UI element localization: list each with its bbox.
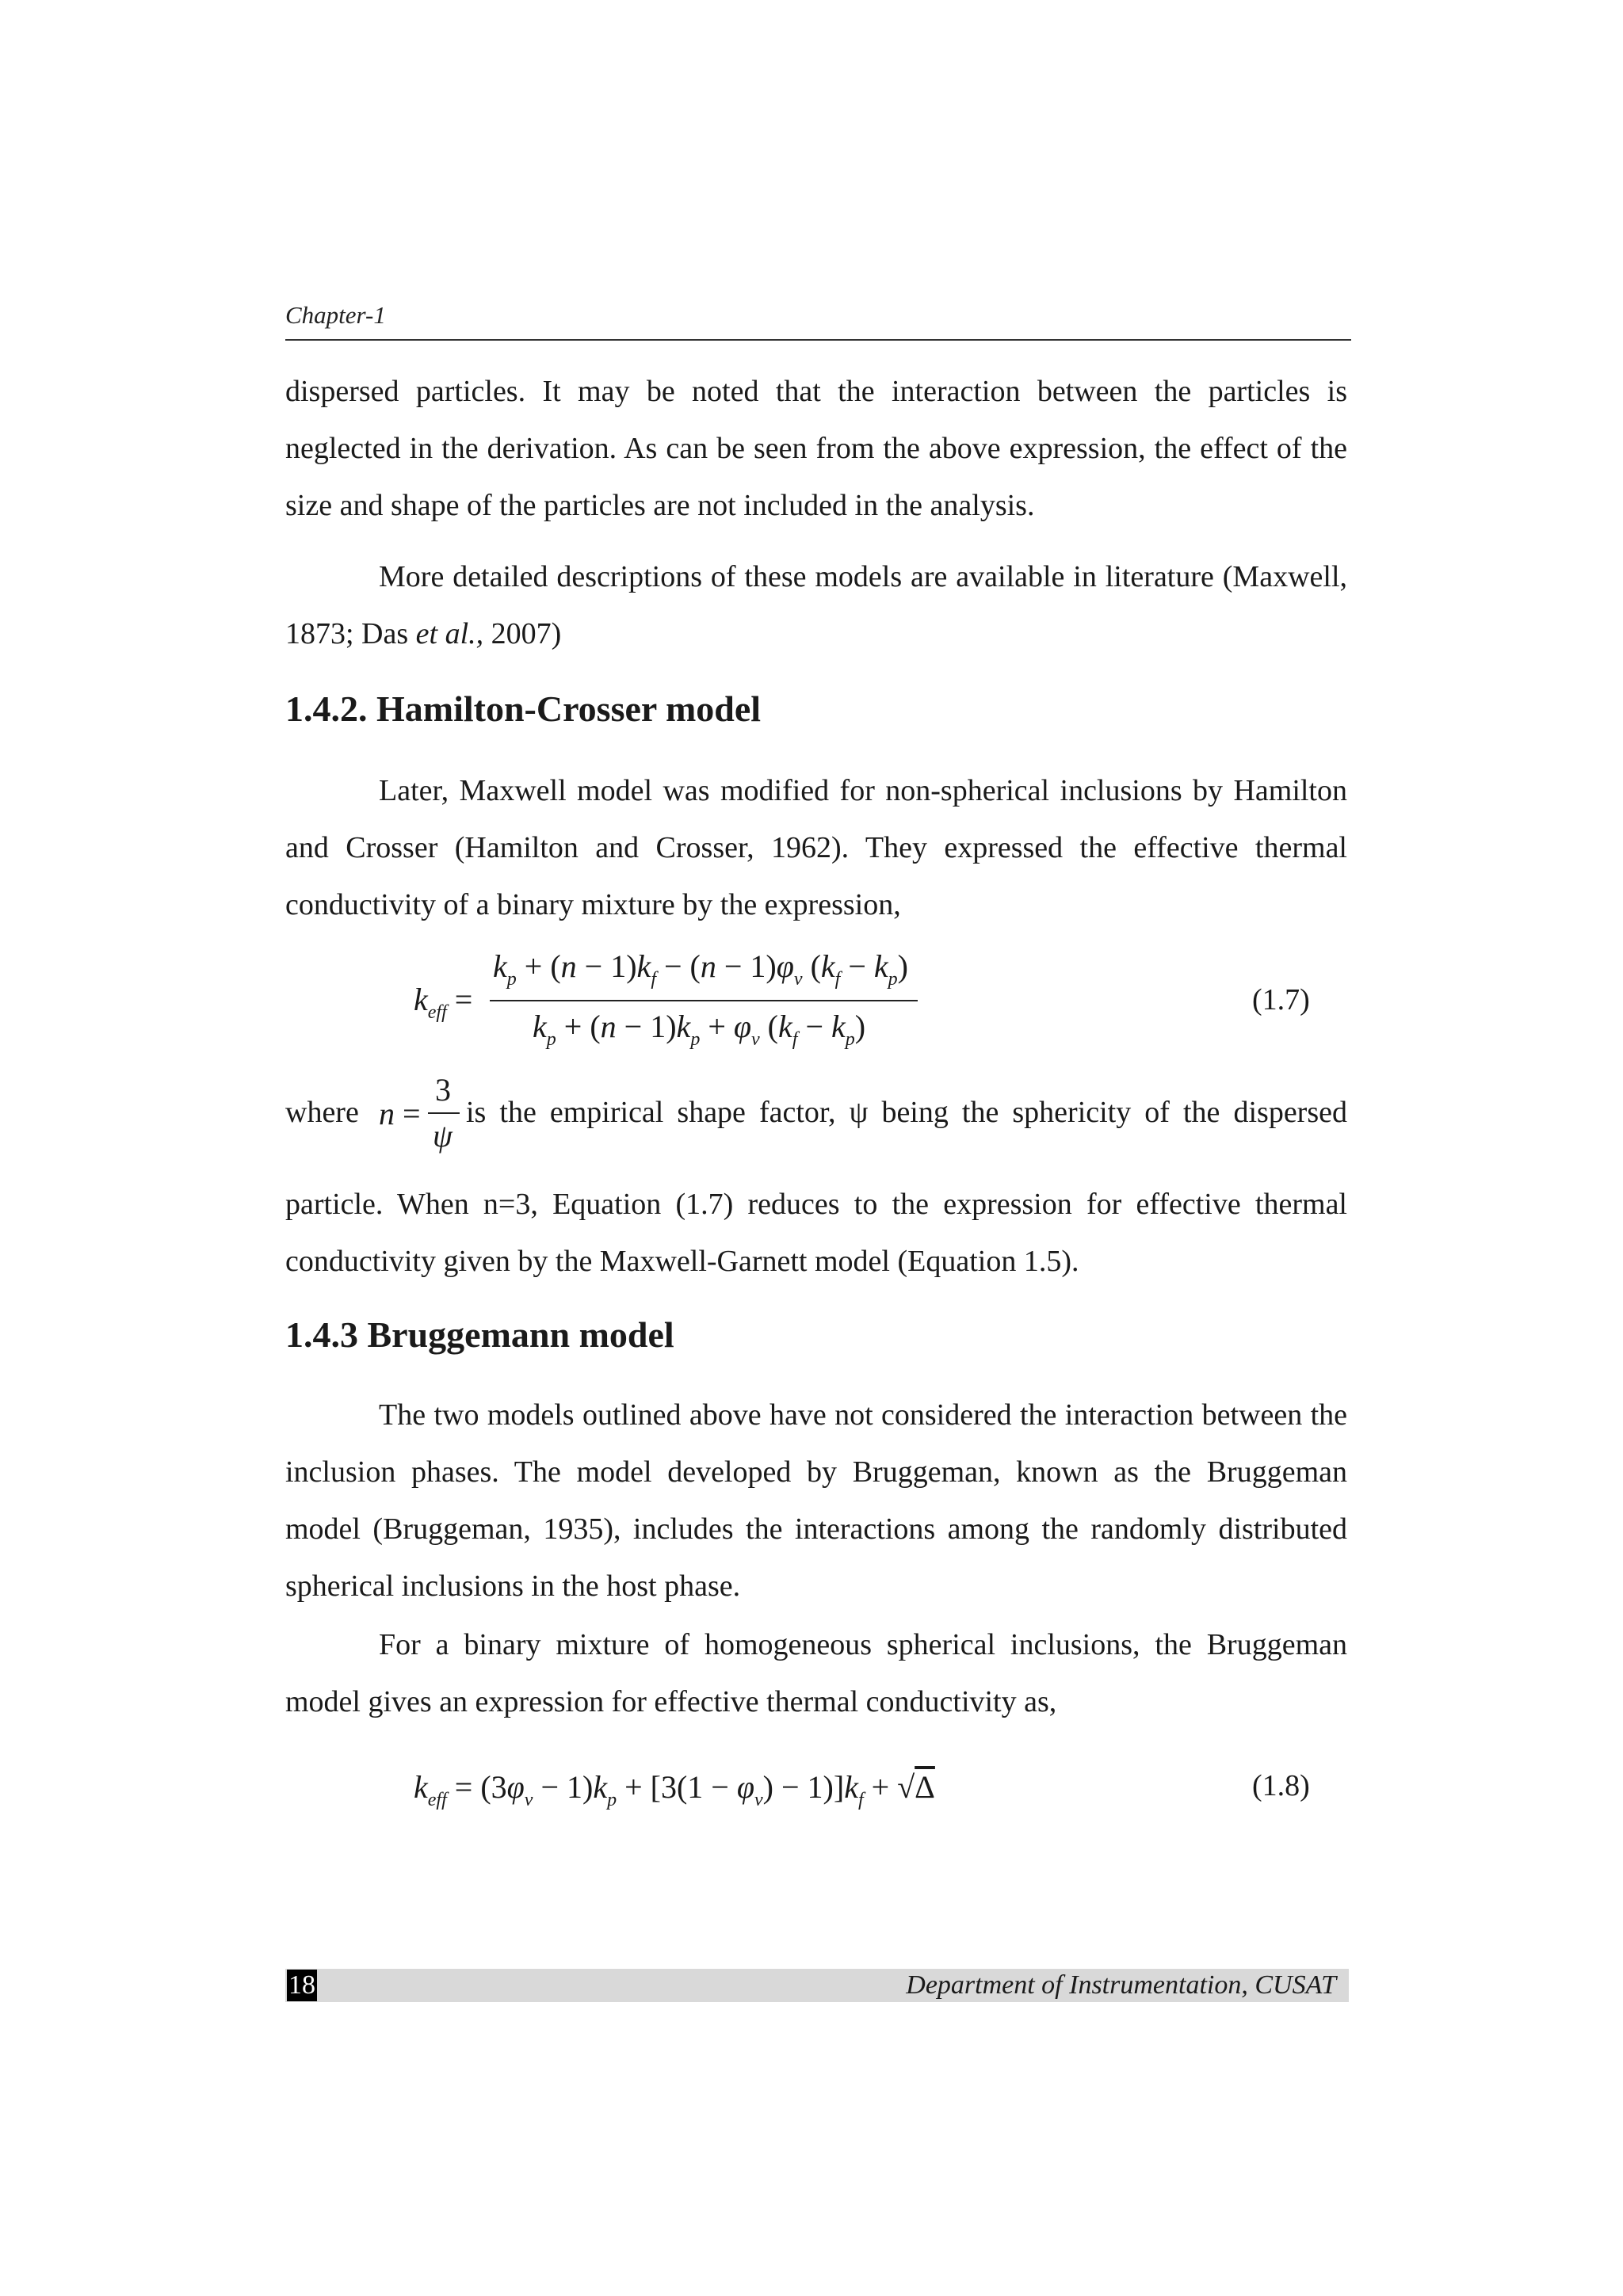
eq18-body: $k_{eff} = (3\varphi_v - 1)k_p + [3(1 - \varphi_v) - 1)]k_f + √\Delta$ (414, 1769, 935, 1810)
paragraph-3-text: Later, Maxwell model was modified for non-spherical inclusions by Hamilton and Crosser (Hamilton and Crosser, 1962). They expressed the effective thermal conductivity of a binary mixture by the expression, (285, 774, 1347, 921)
eq17-denominator: $k_p + (n - 1)k_p + \varphi_v$ $(k_f - k_p)$ (533, 1009, 866, 1050)
where-word: where (285, 1096, 359, 1129)
paragraph-1 (285, 363, 1347, 534)
paragraph-2-et-al: et al., (415, 617, 484, 650)
paragraph-5-text: The two models outlined above have not considered the interaction between the inclusion phases. The model developed by Bruggeman, known as the Bruggeman model (Bruggeman, 1935), includes the interactions among the randomly distributed spherical inclusions in the host phase. (285, 1398, 1347, 1603)
paragraph-4-text: particle. When n=3, Equation (1.7) reduces to the expression for effective thermal conductivity given by the Maxwell-Garnett model (Equation 1.5). (285, 1188, 1347, 1278)
paragraph-1-text: dispersed particles. It may be noted that the interaction between the particles is neglected in the derivation. As can be seen from the above expression, the effect of the size and shape of the particles are not included in the analysis. (285, 375, 1347, 522)
eq17-numerator: $k_p + (n - 1)k_f - (n - 1)\varphi_v$ $(k_f - k_p)$ (493, 948, 908, 990)
paragraph-2-text (285, 548, 1347, 662)
n-fraction-line (428, 1112, 460, 1114)
eq17-fraction-line (490, 1000, 918, 1001)
paragraph-4 (285, 1176, 1347, 1290)
paragraph-6-text: For a binary mixture of homogeneous spherical inclusions, the Bruggeman model gives an expression for effective thermal conductivity as, (285, 1628, 1347, 1718)
n-equals: n = (379, 1096, 421, 1131)
paragraph-2-part-a: More detailed descriptions of these models are available in literature (Maxwell, 1873; Das (285, 560, 1347, 650)
section-heading-1-4-2: 1.4.2. Hamilton-Crosser model (285, 688, 762, 729)
paragraph-2-part-c: 2007) (483, 617, 562, 650)
footer-department: Department of Instrumentation, CUSAT (906, 1970, 1336, 2000)
eq18-number: (1.8) (1252, 1769, 1310, 1802)
paragraph-2 (285, 548, 1347, 662)
paragraph-5 (285, 1386, 1347, 1615)
paragraph-6 (285, 1616, 1347, 1730)
eq17-number: (1.7) (1252, 983, 1310, 1016)
eq17-lhs: $k_{eff}$ = (414, 982, 473, 1023)
n-denominator: ψ (433, 1118, 453, 1154)
page-number: 18 (288, 1970, 315, 2000)
where-description: is the empirical shape factor, ψ being the sphericity of the dispersed (466, 1096, 1347, 1129)
running-head: Chapter-1 (285, 301, 386, 329)
section-heading-1-4-3: 1.4.3 Bruggemann model (285, 1314, 674, 1355)
header-rule (285, 339, 1351, 341)
paragraph-3 (285, 762, 1347, 933)
n-numerator: 3 (435, 1072, 451, 1108)
